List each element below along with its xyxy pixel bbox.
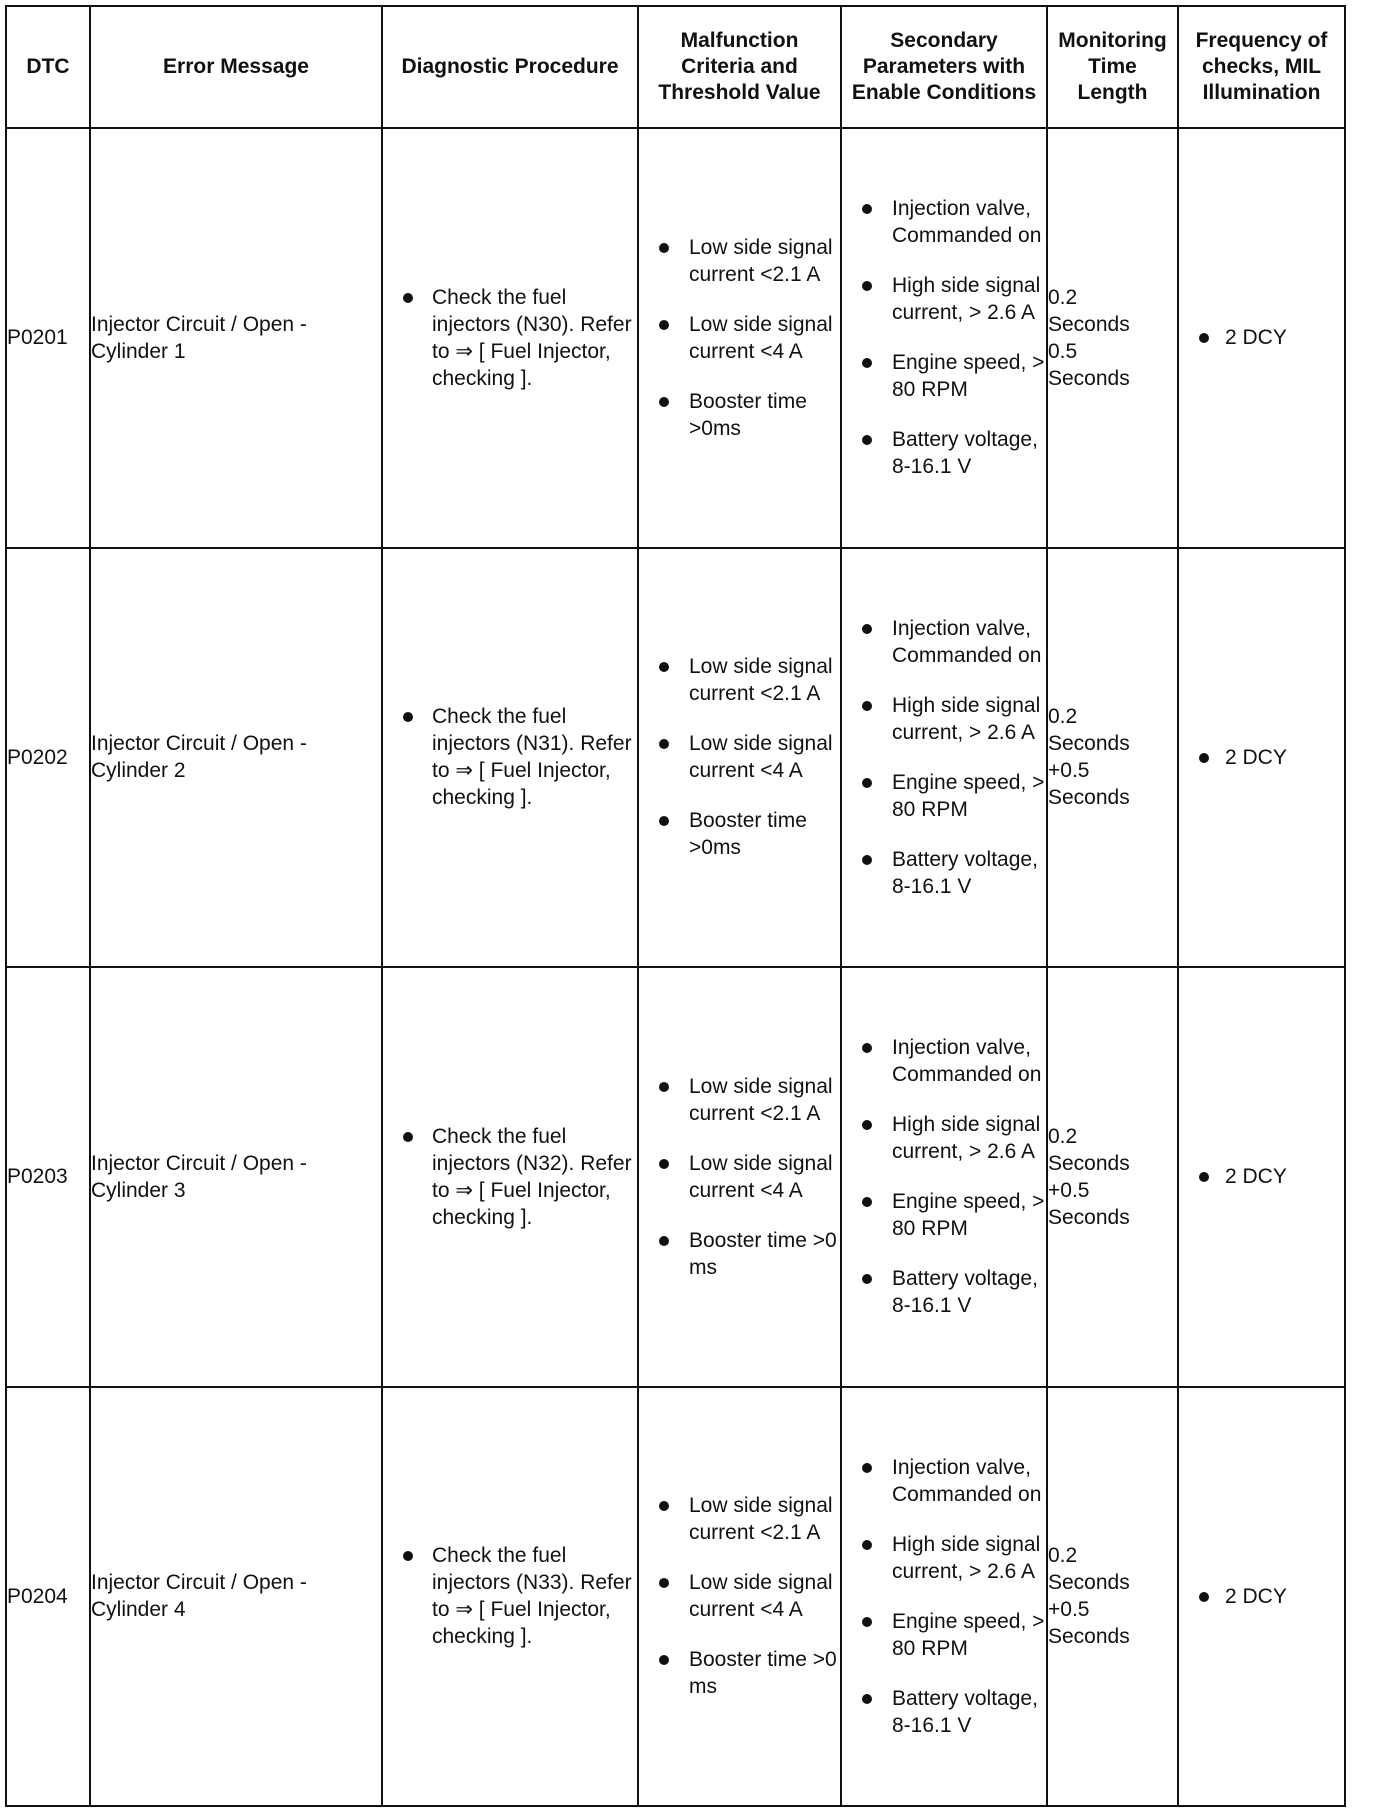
error-message-line: Cylinder 1	[91, 339, 186, 363]
dtc-code: P0203	[6, 967, 90, 1387]
frequency-item: 2 DCY	[1179, 1163, 1344, 1190]
criteria-item: Low side signal current <4 A	[639, 1569, 840, 1623]
frequency-item: 2 DCY	[1179, 744, 1344, 771]
criteria-item: Booster time >0ms	[639, 388, 840, 442]
frequency-item: 2 DCY	[1179, 324, 1344, 351]
monitoring-time	[1047, 548, 1178, 968]
frequency-mil	[1178, 1387, 1345, 1807]
secondary-item: High side signal current, > 2.6 A	[842, 1531, 1046, 1585]
diagnostic-procedure	[382, 548, 638, 968]
frequency-mil	[1178, 967, 1345, 1387]
secondary-item: Injection valve, Commanded on	[842, 1034, 1046, 1088]
criteria-item: Low side signal current <4 A	[639, 1150, 840, 1204]
diagnostic-procedure	[382, 1387, 638, 1807]
secondary-item: Battery voltage, 8-16.1 V	[842, 1265, 1046, 1319]
error-message	[90, 1387, 382, 1807]
secondary-item: Engine speed, > 80 RPM	[842, 1608, 1046, 1662]
procedure-item: Check the fuel injectors (N33). Refer to ⇒ [ Fuel Injector, checking ].	[383, 1542, 637, 1650]
secondary-item-list	[842, 1454, 1046, 1739]
criteria-item: Low side signal current <2.1 A	[639, 234, 840, 288]
procedure-item: Check the fuel injectors (N32). Refer to ⇒ [ Fuel Injector, checking ].	[383, 1123, 637, 1231]
error-message-line: Injector Circuit / Open -	[91, 732, 307, 756]
monitoring-time-line: Seconds	[1048, 1625, 1130, 1649]
frequency-mil	[1178, 128, 1345, 548]
secondary-parameters	[841, 1387, 1047, 1807]
malfunction-criteria	[638, 1387, 841, 1807]
secondary-parameters	[841, 967, 1047, 1387]
header-dtc: DTC	[6, 6, 90, 128]
monitoring-time-line: Seconds	[1048, 312, 1130, 336]
criteria-item-list	[639, 1073, 840, 1281]
header-diagnostic-procedure: Diagnostic Procedure	[382, 6, 638, 128]
monitoring-time-line: 0.5	[1048, 339, 1078, 363]
monitoring-time-lines	[1048, 1123, 1177, 1231]
error-message-line: Injector Circuit / Open -	[91, 312, 307, 336]
secondary-item: Injection valve, Commanded on	[842, 1454, 1046, 1508]
header-monitoring-time: Monitoring Time Length	[1047, 6, 1178, 128]
secondary-item-list	[842, 195, 1046, 480]
monitoring-time-line: +0.5	[1048, 759, 1090, 783]
secondary-parameters	[841, 548, 1047, 968]
secondary-parameters	[841, 128, 1047, 548]
secondary-item: High side signal current, > 2.6 A	[842, 272, 1046, 326]
error-message-line: Cylinder 2	[91, 759, 186, 783]
secondary-item: Engine speed, > 80 RPM	[842, 1188, 1046, 1242]
secondary-item: High side signal current, > 2.6 A	[842, 692, 1046, 746]
error-message-line: Cylinder 4	[91, 1598, 186, 1622]
criteria-item: Low side signal current <2.1 A	[639, 1073, 840, 1127]
table-row	[6, 1387, 1345, 1807]
table-row	[6, 967, 1345, 1387]
criteria-item-list	[639, 653, 840, 861]
secondary-item-list	[842, 1034, 1046, 1319]
criteria-item: Booster time >0 ms	[639, 1646, 840, 1700]
monitoring-time-line: +0.5	[1048, 1178, 1090, 1202]
monitoring-time-line: 0.2	[1048, 1544, 1078, 1568]
criteria-item: Booster time >0 ms	[639, 1227, 840, 1281]
secondary-item: Injection valve, Commanded on	[842, 615, 1046, 669]
table-row	[6, 548, 1345, 968]
criteria-item: Low side signal current <4 A	[639, 730, 840, 784]
monitoring-time	[1047, 967, 1178, 1387]
error-message	[90, 967, 382, 1387]
monitoring-time-line: 0.2	[1048, 285, 1078, 309]
header-secondary-parameters: Secondary Parameters with Enable Conditions	[841, 6, 1047, 128]
malfunction-criteria	[638, 967, 841, 1387]
criteria-item: Low side signal current <4 A	[639, 311, 840, 365]
error-message	[90, 128, 382, 548]
secondary-item-list	[842, 615, 1046, 900]
criteria-item-list	[639, 234, 840, 442]
header-malfunction-criteria: Malfunction Criteria and Threshold Value	[638, 6, 841, 128]
procedure-item: Check the fuel injectors (N31). Refer to ⇒ [ Fuel Injector, checking ].	[383, 703, 637, 811]
criteria-item: Low side signal current <2.1 A	[639, 653, 840, 707]
secondary-item: Battery voltage, 8-16.1 V	[842, 846, 1046, 900]
monitoring-time-lines	[1048, 1542, 1177, 1650]
error-message-line: Cylinder 3	[91, 1178, 186, 1202]
monitoring-time-line: Seconds	[1048, 786, 1130, 810]
criteria-item: Booster time >0ms	[639, 807, 840, 861]
monitoring-time-line: Seconds	[1048, 732, 1130, 756]
header-row	[6, 6, 1345, 128]
error-message	[90, 548, 382, 968]
diagnostic-procedure	[382, 128, 638, 548]
malfunction-criteria	[638, 548, 841, 968]
criteria-item: Low side signal current <2.1 A	[639, 1492, 840, 1546]
secondary-item: Engine speed, > 80 RPM	[842, 349, 1046, 403]
criteria-item-list	[639, 1492, 840, 1700]
monitoring-time-line: +0.5	[1048, 1598, 1090, 1622]
secondary-item: Battery voltage, 8-16.1 V	[842, 426, 1046, 480]
frequency-mil	[1178, 548, 1345, 968]
secondary-item: High side signal current, > 2.6 A	[842, 1111, 1046, 1165]
error-message-line: Injector Circuit / Open -	[91, 1571, 307, 1595]
header-error-message: Error Message	[90, 6, 382, 128]
monitoring-time	[1047, 128, 1178, 548]
secondary-item: Battery voltage, 8-16.1 V	[842, 1685, 1046, 1739]
monitoring-time-line: Seconds	[1048, 366, 1130, 390]
monitoring-time	[1047, 1387, 1178, 1807]
dtc-code: P0204	[6, 1387, 90, 1807]
dtc-table	[5, 5, 1346, 1807]
monitoring-time-line: 0.2	[1048, 705, 1078, 729]
monitoring-time-lines	[1048, 703, 1177, 811]
monitoring-time-lines	[1048, 284, 1177, 392]
dtc-code: P0202	[6, 548, 90, 968]
malfunction-criteria	[638, 128, 841, 548]
secondary-item: Engine speed, > 80 RPM	[842, 769, 1046, 823]
monitoring-time-line: 0.2	[1048, 1124, 1078, 1148]
monitoring-time-line: Seconds	[1048, 1151, 1130, 1175]
monitoring-time-line: Seconds	[1048, 1571, 1130, 1595]
dtc-code: P0201	[6, 128, 90, 548]
procedure-item: Check the fuel injectors (N30). Refer to ⇒ [ Fuel Injector, checking ].	[383, 284, 637, 392]
frequency-item: 2 DCY	[1179, 1583, 1344, 1610]
secondary-item: Injection valve, Commanded on	[842, 195, 1046, 249]
header-frequency: Frequency of checks, MIL Illumination	[1178, 6, 1345, 128]
diagnostic-procedure	[382, 967, 638, 1387]
monitoring-time-line: Seconds	[1048, 1205, 1130, 1229]
error-message-line: Injector Circuit / Open -	[91, 1151, 307, 1175]
table-row	[6, 128, 1345, 548]
